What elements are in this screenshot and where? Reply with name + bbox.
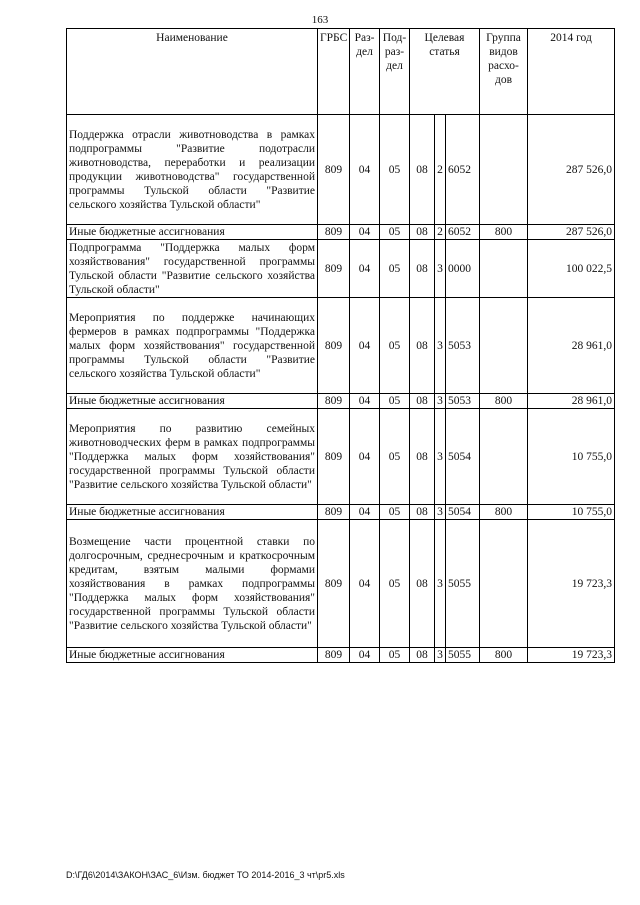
row-target-subprogram: 3 bbox=[435, 505, 446, 520]
file-path-footer: D:\ГД6\2014\ЗАКОН\ЗАС_6\Изм. бюджет ТО 2014-2016_3 чт\pr5.xls bbox=[66, 870, 345, 880]
row-podrazdel: 05 bbox=[380, 409, 410, 505]
row-grbs: 809 bbox=[318, 298, 350, 394]
header-target-article: Целевая статья bbox=[410, 29, 480, 115]
row-podrazdel: 05 bbox=[380, 225, 410, 240]
row-razdel: 04 bbox=[350, 409, 380, 505]
page-number: 163 bbox=[311, 14, 329, 26]
header-grbs: ГРБС bbox=[318, 29, 350, 115]
row-podrazdel: 05 bbox=[380, 115, 410, 225]
row-name: Подпрограмма "Поддержка малых форм хозяйствования" государственной программы Тульской области "Развитие сельского хозяйства Тульской области" bbox=[67, 240, 318, 298]
row-razdel: 04 bbox=[350, 115, 380, 225]
row-razdel: 04 bbox=[350, 240, 380, 298]
row-target-program: 08 bbox=[410, 298, 435, 394]
table-row bbox=[67, 648, 615, 663]
row-target-code: 0000 bbox=[446, 240, 480, 298]
row-target-code: 5053 bbox=[446, 394, 480, 409]
row-target-program: 08 bbox=[410, 225, 435, 240]
row-target-subprogram: 3 bbox=[435, 394, 446, 409]
row-name: Иные бюджетные ассигнования bbox=[67, 505, 318, 520]
table-row bbox=[67, 298, 615, 394]
row-expense-group bbox=[480, 298, 528, 394]
row-grbs: 809 bbox=[318, 520, 350, 648]
row-target-program: 08 bbox=[410, 409, 435, 505]
table-row bbox=[67, 409, 615, 505]
row-amount: 287 526,0 bbox=[528, 115, 615, 225]
header-podrazdel: Под-раз-дел bbox=[380, 29, 410, 115]
row-expense-group bbox=[480, 520, 528, 648]
row-amount: 10 755,0 bbox=[528, 409, 615, 505]
row-target-code: 5054 bbox=[446, 409, 480, 505]
row-expense-group bbox=[480, 240, 528, 298]
row-grbs: 809 bbox=[318, 648, 350, 663]
header-expense-group: Группа видов расхо-дов bbox=[480, 29, 528, 115]
row-amount: 287 526,0 bbox=[528, 225, 615, 240]
table-row bbox=[67, 394, 615, 409]
row-grbs: 809 bbox=[318, 240, 350, 298]
row-name: Иные бюджетные ассигнования bbox=[67, 648, 318, 663]
row-expense-group bbox=[480, 115, 528, 225]
budget-table bbox=[66, 28, 615, 663]
row-razdel: 04 bbox=[350, 648, 380, 663]
row-target-subprogram: 3 bbox=[435, 298, 446, 394]
row-razdel: 04 bbox=[350, 298, 380, 394]
row-razdel: 04 bbox=[350, 394, 380, 409]
row-target-program: 08 bbox=[410, 520, 435, 648]
row-amount: 19 723,3 bbox=[528, 648, 615, 663]
row-target-subprogram: 3 bbox=[435, 240, 446, 298]
row-target-code: 6052 bbox=[446, 115, 480, 225]
row-podrazdel: 05 bbox=[380, 520, 410, 648]
row-target-subprogram: 3 bbox=[435, 648, 446, 663]
header-name: Наименование bbox=[67, 29, 318, 115]
row-target-subprogram: 2 bbox=[435, 115, 446, 225]
row-target-subprogram: 3 bbox=[435, 520, 446, 648]
row-podrazdel: 05 bbox=[380, 240, 410, 298]
table-row bbox=[67, 240, 615, 298]
header-year-2014: 2014 год bbox=[528, 29, 615, 115]
row-grbs: 809 bbox=[318, 225, 350, 240]
row-podrazdel: 05 bbox=[380, 394, 410, 409]
row-grbs: 809 bbox=[318, 115, 350, 225]
table-row bbox=[67, 115, 615, 225]
row-name: Мероприятия по поддержке начинающих фермеров в рамках подпрограммы "Поддержка малых форм хозяйствования" государственной программы Тульской области "Развитие сельского хозяйства Тульской области" bbox=[67, 298, 318, 394]
row-grbs: 809 bbox=[318, 394, 350, 409]
row-target-code: 5053 bbox=[446, 298, 480, 394]
header-row bbox=[67, 29, 615, 115]
row-razdel: 04 bbox=[350, 505, 380, 520]
row-expense-group: 800 bbox=[480, 225, 528, 240]
table-row bbox=[67, 520, 615, 648]
row-expense-group bbox=[480, 409, 528, 505]
table-row bbox=[67, 225, 615, 240]
row-razdel: 04 bbox=[350, 225, 380, 240]
row-amount: 28 961,0 bbox=[528, 298, 615, 394]
row-target-program: 08 bbox=[410, 115, 435, 225]
row-name: Иные бюджетные ассигнования bbox=[67, 225, 318, 240]
row-target-subprogram: 3 bbox=[435, 409, 446, 505]
row-grbs: 809 bbox=[318, 409, 350, 505]
row-target-program: 08 bbox=[410, 505, 435, 520]
row-amount: 10 755,0 bbox=[528, 505, 615, 520]
row-amount: 28 961,0 bbox=[528, 394, 615, 409]
row-expense-group: 800 bbox=[480, 505, 528, 520]
header-razdel: Раз-дел bbox=[350, 29, 380, 115]
row-podrazdel: 05 bbox=[380, 648, 410, 663]
row-amount: 19 723,3 bbox=[528, 520, 615, 648]
table-body bbox=[67, 115, 615, 663]
row-name: Мероприятия по развитию семейных животноводческих ферм в рамках подпрограммы "Поддержка малых форм хозяйствования" государственной программы Тульской области "Развитие сельского хозяйства Тульской области" bbox=[67, 409, 318, 505]
row-name: Возмещение части процентной ставки по долгосрочным, среднесрочным и краткосрочным кредитам, взятым малыми формами хозяйствования в рамках подпрограммы "Поддержка малых форм хозяйствования" государственной программы Тульской области "Развитие сельского хозяйства Тульской области" bbox=[67, 520, 318, 648]
row-razdel: 04 bbox=[350, 520, 380, 648]
row-amount: 100 022,5 bbox=[528, 240, 615, 298]
row-target-program: 08 bbox=[410, 394, 435, 409]
row-target-program: 08 bbox=[410, 240, 435, 298]
row-target-code: 5054 bbox=[446, 505, 480, 520]
row-grbs: 809 bbox=[318, 505, 350, 520]
row-target-code: 6052 bbox=[446, 225, 480, 240]
row-podrazdel: 05 bbox=[380, 298, 410, 394]
row-expense-group: 800 bbox=[480, 648, 528, 663]
row-name: Иные бюджетные ассигнования bbox=[67, 394, 318, 409]
row-target-code: 5055 bbox=[446, 648, 480, 663]
row-target-program: 08 bbox=[410, 648, 435, 663]
row-podrazdel: 05 bbox=[380, 505, 410, 520]
row-name: Поддержка отрасли животноводства в рамках подпрограммы "Развитие подотрасли животноводства, переработки и реализации продукции животноводства" государственной программы Тульской области "Развитие сельского хозяйства Тульской области" bbox=[67, 115, 318, 225]
row-target-subprogram: 2 bbox=[435, 225, 446, 240]
table-row bbox=[67, 505, 615, 520]
row-target-code: 5055 bbox=[446, 520, 480, 648]
row-expense-group: 800 bbox=[480, 394, 528, 409]
